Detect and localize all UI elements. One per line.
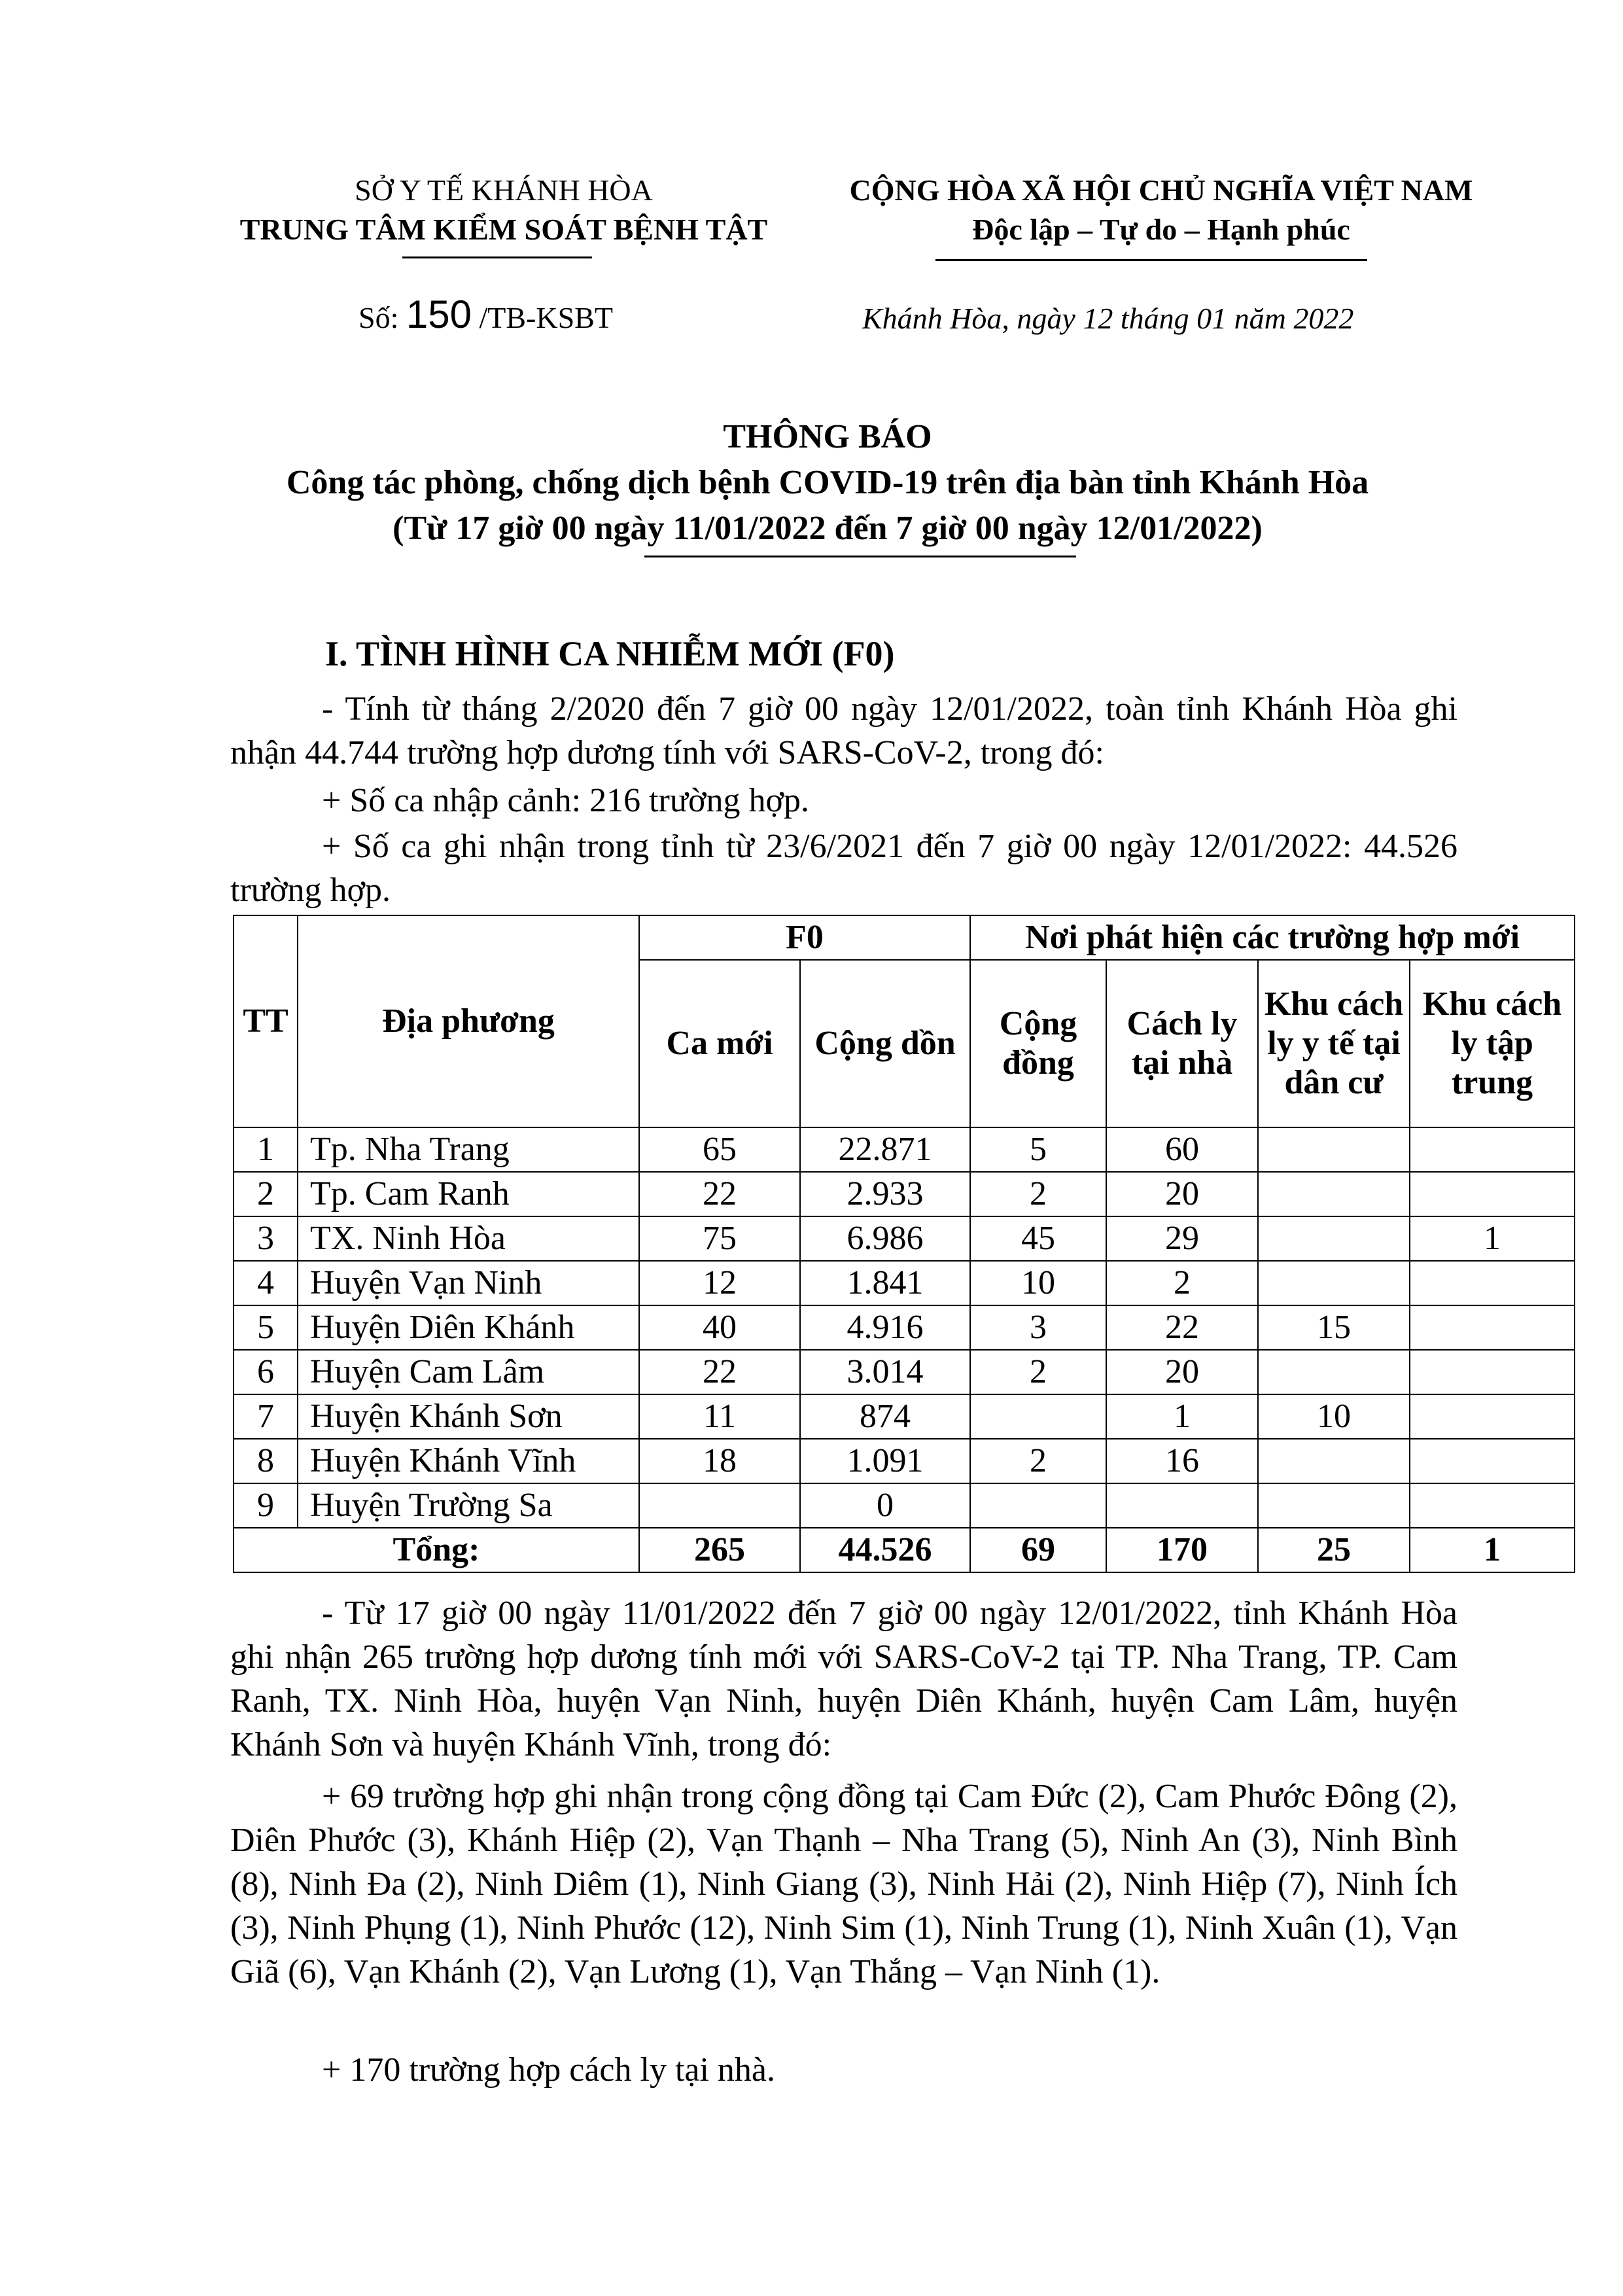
cell-central bbox=[1410, 1439, 1575, 1483]
cell-new: 11 bbox=[639, 1394, 800, 1439]
table-row bbox=[234, 1261, 1575, 1305]
paragraph-community-cases-text: + 69 trường hợp ghi nhận trong cộng đồng tại Cam Đức (2), Cam Phước Đông (2), Diên Phước (3), Khánh Hiệp (2), Vạn Thạnh – Nha Trang (5), Ninh An (3), Ninh Bình (8), Ninh Đa (2), Ninh Diêm (1), Ninh Giang (3), Ninh Hải (2), Ninh Hiệp (7), Ninh Ích (3), Ninh Phụng (1), Ninh Phước (12), Ninh Sim (1), Ninh Trung (1), Ninh Xuân (1), Vạn Giã (6), Vạn Khánh (2), Vạn Lương (1), Vạn Thắng – Vạn Ninh (1). bbox=[230, 1778, 1457, 1990]
cell-home: 29 bbox=[1106, 1216, 1258, 1261]
cell-locality: Huyện Khánh Vĩnh bbox=[298, 1439, 639, 1483]
total-home: 170 bbox=[1106, 1528, 1258, 1572]
header-central-isolation: Khu cách ly tập trung bbox=[1410, 960, 1575, 1127]
table-total-row bbox=[234, 1528, 1575, 1572]
cell-new: 18 bbox=[639, 1439, 800, 1483]
cell-community: 45 bbox=[970, 1216, 1106, 1261]
cell-tt: 8 bbox=[234, 1439, 298, 1483]
cell-cumulative: 4.916 bbox=[800, 1305, 970, 1350]
cell-community: 5 bbox=[970, 1127, 1106, 1172]
cell-tt: 6 bbox=[234, 1350, 298, 1394]
cell-residential: 15 bbox=[1258, 1305, 1410, 1350]
cell-new: 22 bbox=[639, 1350, 800, 1394]
cell-locality: Huyện Vạn Ninh bbox=[298, 1261, 639, 1305]
paragraph-total-text: - Tính từ tháng 2/2020 đến 7 giờ 00 ngày 12/01/2022, toàn tỉnh Khánh Hòa ghi nhận 44.744 trường hợp dương tính với SARS-CoV-2, trong đó: bbox=[230, 690, 1457, 771]
org-name: SỞ Y TẾ KHÁNH HÒA bbox=[355, 173, 653, 207]
doc-title: THÔNG BÁO bbox=[723, 418, 932, 455]
paragraph-home-isolation-text: + 170 trường hợp cách ly tại nhà. bbox=[322, 2051, 776, 2089]
cell-central bbox=[1410, 1261, 1575, 1305]
cell-community bbox=[970, 1394, 1106, 1439]
cell-cumulative: 2.933 bbox=[800, 1172, 970, 1216]
divider-left bbox=[402, 256, 592, 258]
cell-locality: Huyện Khánh Sơn bbox=[298, 1394, 639, 1439]
total-label: Tổng: bbox=[234, 1528, 639, 1572]
cell-central bbox=[1410, 1127, 1575, 1172]
paragraph-local-text: + Số ca ghi nhận trong tỉnh từ 23/6/2021 đến 7 giờ 00 ngày 12/01/2022: 44.526 trường hợp. bbox=[230, 828, 1457, 909]
cell-home: 1 bbox=[1106, 1394, 1258, 1439]
paragraph-new-cases bbox=[230, 1591, 1457, 1767]
paragraph-imported-text: + Số ca nhập cảnh: 216 trường hợp. bbox=[322, 782, 810, 819]
cell-home bbox=[1106, 1483, 1258, 1528]
cell-home: 22 bbox=[1106, 1305, 1258, 1350]
cell-locality: Huyện Trường Sa bbox=[298, 1483, 639, 1528]
paragraph-community-cases bbox=[230, 1775, 1457, 1994]
total-residential: 25 bbox=[1258, 1528, 1410, 1572]
paragraph-home-isolation bbox=[230, 2048, 1457, 2092]
total-cumulative: 44.526 bbox=[800, 1528, 970, 1572]
cell-tt: 3 bbox=[234, 1216, 298, 1261]
cell-residential: 10 bbox=[1258, 1394, 1410, 1439]
cell-residential bbox=[1258, 1172, 1410, 1216]
header-tt: TT bbox=[234, 915, 298, 1127]
cell-community: 2 bbox=[970, 1172, 1106, 1216]
cell-community: 2 bbox=[970, 1350, 1106, 1394]
header-community: Cộng đồng bbox=[970, 960, 1106, 1127]
table-row bbox=[234, 1127, 1575, 1172]
cell-home: 20 bbox=[1106, 1172, 1258, 1216]
cell-new: 65 bbox=[639, 1127, 800, 1172]
cell-community: 10 bbox=[970, 1261, 1106, 1305]
cell-central bbox=[1410, 1483, 1575, 1528]
cell-tt: 9 bbox=[234, 1483, 298, 1528]
cell-new: 12 bbox=[639, 1261, 800, 1305]
paragraph-imported bbox=[230, 779, 1457, 822]
paragraph-local bbox=[230, 824, 1457, 912]
cell-locality: Huyện Diên Khánh bbox=[298, 1305, 639, 1350]
doc-number-value: 150 bbox=[406, 292, 472, 336]
cell-residential bbox=[1258, 1350, 1410, 1394]
table-row bbox=[234, 1216, 1575, 1261]
cell-central: 1 bbox=[1410, 1216, 1575, 1261]
cell-central bbox=[1410, 1172, 1575, 1216]
title-divider bbox=[644, 556, 1076, 557]
cell-cumulative: 6.986 bbox=[800, 1216, 970, 1261]
cell-home: 16 bbox=[1106, 1439, 1258, 1483]
cell-residential bbox=[1258, 1483, 1410, 1528]
paragraph-new-cases-text: - Từ 17 giờ 00 ngày 11/01/2022 đến 7 giờ 00 ngày 12/01/2022, tỉnh Khánh Hòa ghi nhận 265 trường hợp dương tính mới với SARS-CoV-2 tại TP. Nha Trang, TP. Cam Ranh, TX. Ninh Hòa, huyện Vạn Ninh, huyện Diên Khánh, huyện Cam Lâm, huyện Khánh Sơn và huyện Khánh Vĩnh, trong đó: bbox=[230, 1595, 1457, 1763]
cell-new: 22 bbox=[639, 1172, 800, 1216]
cell-locality: Tp. Cam Ranh bbox=[298, 1172, 639, 1216]
header-home-isolation: Cách ly tại nhà bbox=[1106, 960, 1258, 1127]
header-cumulative: Cộng dồn bbox=[800, 960, 970, 1127]
cell-community bbox=[970, 1483, 1106, 1528]
cases-table bbox=[233, 915, 1575, 1573]
cell-new: 75 bbox=[639, 1216, 800, 1261]
cell-tt: 1 bbox=[234, 1127, 298, 1172]
table-row bbox=[234, 1394, 1575, 1439]
cell-cumulative: 3.014 bbox=[800, 1350, 970, 1394]
motto: Độc lập – Tự do – Hạnh phúc bbox=[972, 213, 1350, 246]
cell-residential bbox=[1258, 1261, 1410, 1305]
cell-cumulative: 22.871 bbox=[800, 1127, 970, 1172]
country-name: CỘNG HÒA XÃ HỘI CHỦ NGHĨA VIỆT NAM bbox=[849, 173, 1473, 207]
cell-locality: Tp. Nha Trang bbox=[298, 1127, 639, 1172]
cell-tt: 7 bbox=[234, 1394, 298, 1439]
header-f0: F0 bbox=[639, 915, 970, 960]
cell-home: 60 bbox=[1106, 1127, 1258, 1172]
cell-tt: 2 bbox=[234, 1172, 298, 1216]
cell-cumulative: 0 bbox=[800, 1483, 970, 1528]
cell-central bbox=[1410, 1305, 1575, 1350]
cell-community: 2 bbox=[970, 1439, 1106, 1483]
table-row bbox=[234, 1483, 1575, 1528]
cell-community: 3 bbox=[970, 1305, 1106, 1350]
cell-residential bbox=[1258, 1127, 1410, 1172]
doc-number-suffix: /TB-KSBT bbox=[479, 301, 613, 334]
total-community: 69 bbox=[970, 1528, 1106, 1572]
cell-residential bbox=[1258, 1216, 1410, 1261]
cell-home: 2 bbox=[1106, 1261, 1258, 1305]
header-residential-isolation: Khu cách ly y tế tại dân cư bbox=[1258, 960, 1410, 1127]
unit-name: TRUNG TÂM KIỂM SOÁT BỆNH TẬT bbox=[239, 213, 768, 246]
cell-central bbox=[1410, 1350, 1575, 1394]
cell-new bbox=[639, 1483, 800, 1528]
doc-subtitle-1: Công tác phòng, chống dịch bệnh COVID-19 trên địa bàn tỉnh Khánh Hòa bbox=[286, 464, 1369, 501]
cell-tt: 4 bbox=[234, 1261, 298, 1305]
cell-cumulative: 1.841 bbox=[800, 1261, 970, 1305]
table-row bbox=[234, 1305, 1575, 1350]
cell-cumulative: 874 bbox=[800, 1394, 970, 1439]
doc-number-prefix: Số: bbox=[358, 301, 399, 334]
total-new: 265 bbox=[639, 1528, 800, 1572]
place-date: Khánh Hòa, ngày 12 tháng 01 năm 2022 bbox=[862, 302, 1354, 335]
header-locality: Địa phương bbox=[298, 915, 639, 1127]
cell-locality: Huyện Cam Lâm bbox=[298, 1350, 639, 1394]
cell-cumulative: 1.091 bbox=[800, 1439, 970, 1483]
table-row bbox=[234, 1439, 1575, 1483]
cell-residential bbox=[1258, 1439, 1410, 1483]
table-row bbox=[234, 1350, 1575, 1394]
cell-central bbox=[1410, 1394, 1575, 1439]
cell-new: 40 bbox=[639, 1305, 800, 1350]
doc-number bbox=[358, 292, 613, 337]
header-new-cases: Ca mới bbox=[639, 960, 800, 1127]
cell-tt: 5 bbox=[234, 1305, 298, 1350]
table-row bbox=[234, 1172, 1575, 1216]
total-central: 1 bbox=[1410, 1528, 1575, 1572]
cell-home: 20 bbox=[1106, 1350, 1258, 1394]
divider-right bbox=[935, 259, 1367, 261]
doc-subtitle-2: (Từ 17 giờ 00 ngày 11/01/2022 đến 7 giờ 00 ngày 12/01/2022) bbox=[393, 510, 1263, 547]
header-detection-place: Nơi phát hiện các trường hợp mới bbox=[970, 915, 1575, 960]
paragraph-total bbox=[230, 687, 1457, 775]
section-heading: I. TÌNH HÌNH CA NHIỄM MỚI (F0) bbox=[325, 634, 895, 673]
cell-locality: TX. Ninh Hòa bbox=[298, 1216, 639, 1261]
